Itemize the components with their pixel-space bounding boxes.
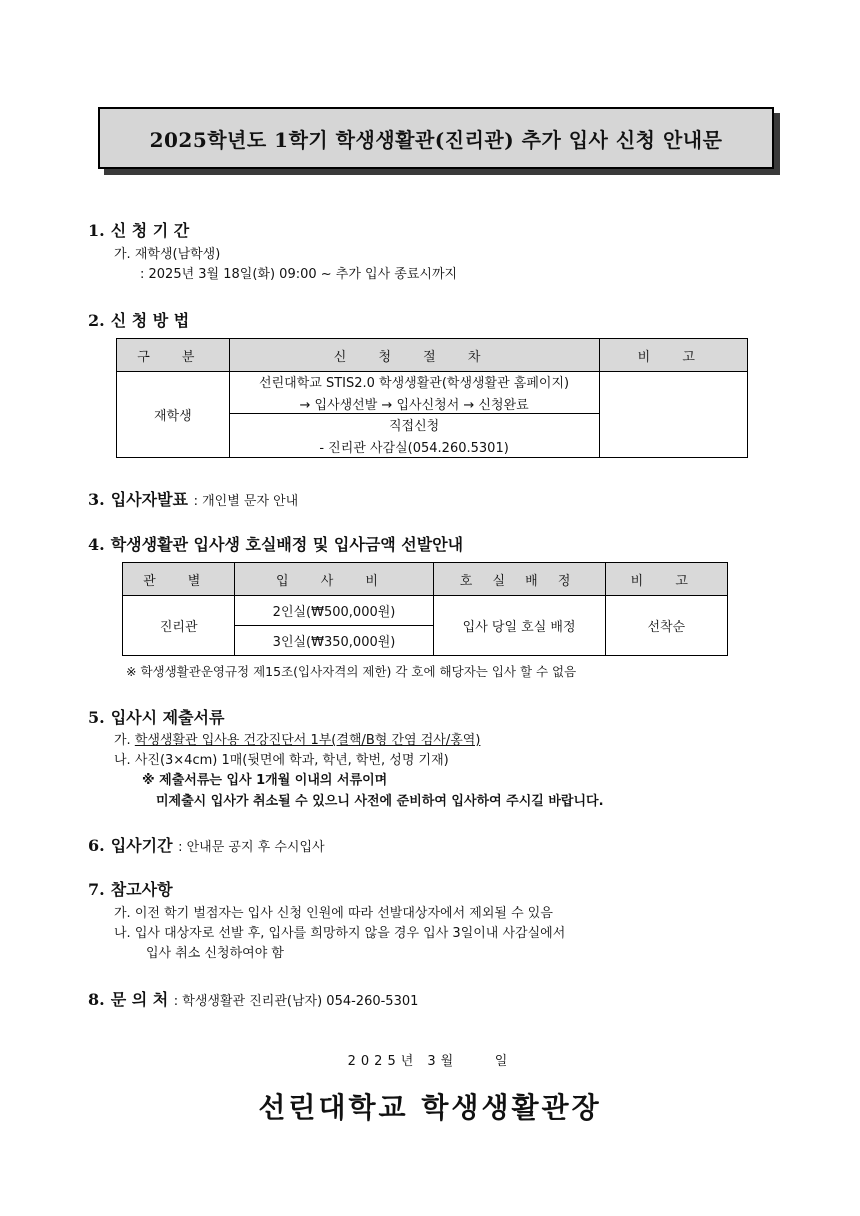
section-6-text: : 안내문 공지 후 수시입사	[178, 840, 325, 855]
page-title: 2025학년도 1학기 학생생활관(진리관) 추가 입사 신청 안내문	[98, 107, 774, 169]
header-building: 관 별	[123, 563, 235, 596]
section-7-line-1: 가. 이전 학기 벌점자는 입사 신청 인원에 따라 선발대상자에서 제외될 수 있음	[114, 906, 553, 921]
online-procedure-line-2: → 입사생선발 → 입사신청서 → 신청완료	[299, 398, 529, 413]
header-remark: 비 고	[599, 339, 748, 372]
section-5-line-1-prefix: 가.	[114, 733, 135, 748]
section-2-title: 신 청 방 법	[110, 311, 190, 330]
section-8-number: 8.	[88, 990, 105, 1009]
section-5-heading	[88, 705, 224, 728]
section-8-heading	[88, 987, 418, 1010]
online-procedure-line-1: 선린대학교 STIS2.0 학생생활관(학생생활관 홈페이지)	[259, 376, 570, 391]
section-4-note: ※ 학생생활관운영규정 제15조(입사자격의 제한) 각 호에 해당자는 입사 할 수 없음	[126, 664, 577, 679]
header-remark-2: 비 고	[605, 563, 727, 596]
section-8-text: : 학생생활관 진리관(남자) 054-260-5301	[173, 994, 419, 1009]
section-5-health-certificate: 학생생활관 입사용 건강진단서 1부(결핵/B형 간염 검사/홍역)	[134, 733, 481, 748]
section-7-heading	[88, 877, 173, 900]
header-assignment: 호 실 배 정	[433, 563, 605, 596]
section-3-number: 3.	[88, 490, 105, 509]
section-6-number: 6.	[88, 836, 105, 855]
direct-procedure-line-2: - 진리관 사감실(054.260.5301)	[319, 441, 509, 456]
section-1-number: 1.	[88, 221, 105, 240]
category-cell: 재학생	[117, 372, 230, 458]
issuer-signature: 선린대학교 학생생활관장	[258, 1091, 602, 1124]
issue-date: 2025년 3월 일	[347, 1054, 513, 1069]
section-5-note-2: 미제출시 입사가 취소될 수 있으니 사전에 준비하여 입사하여 주시길 바랍니다.	[156, 794, 604, 809]
first-come-cell: 선착순	[605, 596, 727, 656]
section-2-heading	[88, 308, 189, 331]
header-category: 구 분	[117, 339, 230, 372]
assignment-cell: 입사 당일 호실 배정	[433, 596, 605, 656]
section-7-line-3: 입사 취소 신청하여야 함	[146, 946, 284, 961]
section-2-number: 2.	[88, 311, 105, 330]
fee-two-person: 2인실(₩500,000원)	[235, 596, 433, 626]
direct-procedure-line-1: 직접신청	[388, 419, 440, 434]
section-5-line-2: 나. 사진(3×4cm) 1매(뒷면에 학과, 학년, 학번, 성명 기재)	[114, 753, 449, 768]
section-3-text: : 개인별 문자 안내	[193, 494, 299, 509]
section-6-heading	[88, 833, 325, 856]
section-7-line-2: 나. 입사 대상자로 선발 후, 입사를 희망하지 않을 경우 입사 3일이내 사감실에서	[114, 926, 566, 941]
header-procedure: 신 청 절 차	[229, 339, 599, 372]
section-4-number: 4.	[88, 535, 105, 554]
section-1-line-2: : 2025년 3월 18일(화) 09:00 ~ 추가 입사 종료시까지	[140, 267, 458, 282]
fee-three-person: 3인실(₩350,000원)	[235, 626, 433, 656]
section-5-number: 5.	[88, 708, 105, 727]
direct-procedure-cell	[229, 414, 599, 458]
section-4-title: 학생생활관 입사생 호실배정 및 입사금액 선발안내	[110, 535, 464, 554]
online-procedure-cell	[229, 372, 599, 414]
building-cell: 진리관	[123, 596, 235, 656]
remark-cell	[599, 372, 748, 458]
section-1-title: 신 청 기 간	[110, 221, 190, 240]
section-6-title: 입사기간	[110, 836, 173, 855]
section-3-heading	[88, 487, 298, 510]
section-7-title: 참고사항	[110, 880, 173, 899]
section-7-number: 7.	[88, 880, 105, 899]
section-3-title: 입사자발표	[110, 490, 188, 509]
room-fee-table	[122, 562, 728, 656]
section-8-title: 문 의 처	[110, 990, 169, 1009]
section-1-heading	[88, 218, 189, 241]
section-5-line-1	[114, 729, 480, 748]
header-fee: 입 사 비	[235, 563, 433, 596]
section-1-line-1: 가. 재학생(남학생)	[114, 247, 221, 262]
section-4-heading	[88, 532, 463, 555]
application-method-table	[116, 338, 748, 458]
section-5-title: 입사시 제출서류	[110, 708, 225, 727]
section-5-note-1: ※ 제출서류는 입사 1개월 이내의 서류이며	[142, 773, 388, 788]
